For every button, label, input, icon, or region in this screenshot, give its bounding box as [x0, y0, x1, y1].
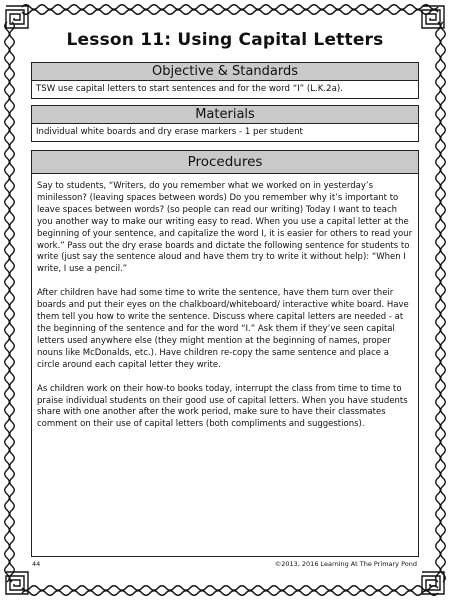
border-wave	[436, 22, 441, 582]
procedures-paragraph: Say to students, “Writers, do you remember what we worked on in yesterday’s minilesson? (leaving spaces between words) Do you remember why it’s important to leave spaces between words? (so people can read our writing) Today I want to teach you another way to make our writing easy to read. When you use a capital letter at the beginning of your sentence, and capitalize the word I, it is easier for others to read your work.” Pass out the dry erase boards and dictate the following sentence for students to write (just say the sentence aloud and have them try to write it without help): “When I write, I use a pencil.”	[37, 181, 413, 275]
procedures-paragraph: After children have had some time to write the sentence, have them turn over their boards and put their eyes on the chalkboard/whiteboard/ interactive white board. Have them tell you how to write the sentence. Discuss where capital letters are needed - at the beginning of the sentence and for the word “I.” Ask them if they’ve seen capital letters used anywhere else (they might mention at the beginning of names, proper nouns like McDonalds, etc.). Have children re-copy the same sentence and place a circle around each capital letter they write.	[37, 288, 409, 370]
objective-section	[31, 62, 419, 99]
border-wave	[22, 10, 438, 15]
corner-spiral-icon	[6, 572, 28, 594]
corner-spiral-icon	[422, 572, 444, 594]
border-wave	[22, 591, 438, 596]
procedures-section	[31, 150, 419, 557]
border-wave	[22, 5, 438, 10]
procedures-body	[32, 174, 418, 431]
corner-spiral-icon	[6, 6, 28, 28]
procedures-paragraph: As children work on their how-to books today, interrupt the class from time to time to praise individual students on their good use of capital letters. When you have students share with one another after the work period, make sure to have their classmates comment on their use of capital letters (both compliments and suggestions).	[37, 383, 408, 430]
border-wave	[22, 586, 438, 591]
materials-text: Individual white boards and dry erase markers - 1 per student	[36, 127, 303, 137]
border-wave	[441, 22, 446, 582]
materials-heading: Materials	[32, 106, 418, 124]
page-number: 44	[32, 560, 41, 568]
copyright-notice: ©2013, 2016 Learning At The Primary Pond	[274, 560, 417, 568]
border-wave	[5, 22, 10, 582]
objective-text: TSW use capital letters to start sentences and for the word “I” (L.K.2a).	[36, 84, 343, 94]
page-title: Lesson 11: Using Capital Letters	[66, 30, 384, 50]
procedures-heading: Procedures	[32, 151, 418, 174]
materials-section	[31, 105, 419, 142]
corner-spiral-icon	[422, 6, 444, 28]
border-wave	[10, 22, 15, 582]
objective-heading: Objective & Standards	[32, 63, 418, 81]
